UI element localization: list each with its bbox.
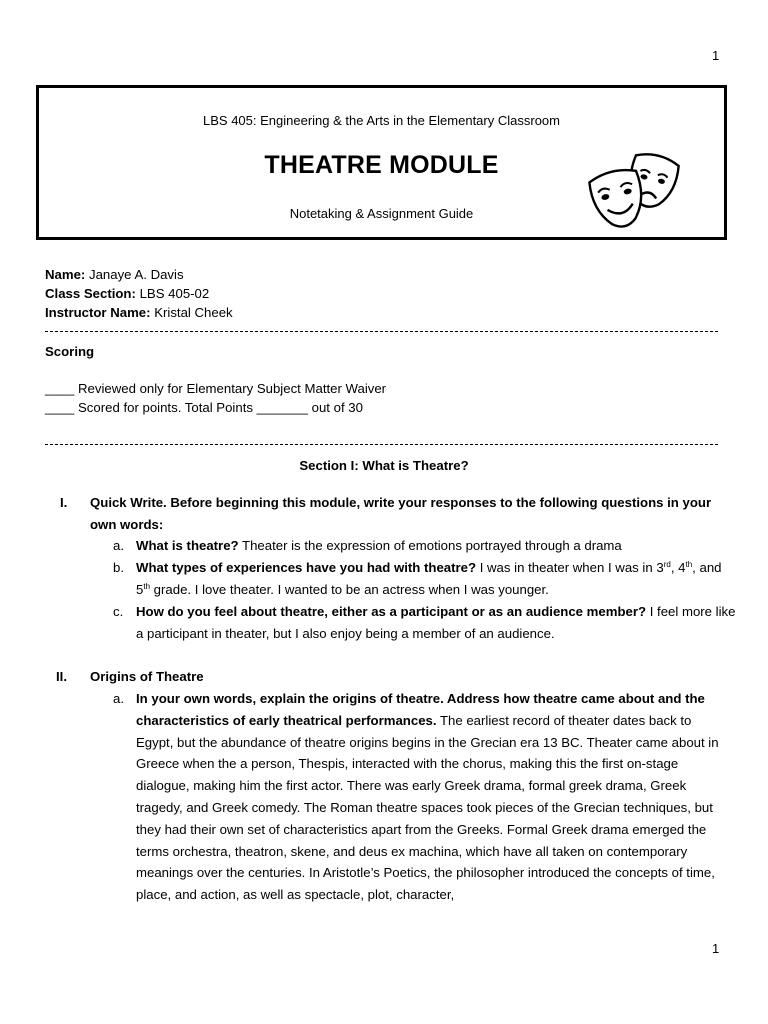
divider-bottom xyxy=(45,444,718,445)
name-value: Janaye A. Davis xyxy=(88,267,184,282)
class-section-line xyxy=(45,284,209,303)
item-ii-a-marker: a. xyxy=(113,691,124,706)
instructor-line xyxy=(45,303,233,322)
header-box xyxy=(36,85,727,240)
item-i-b-question: What types of experiences have you had with theatre? xyxy=(136,560,477,575)
item-i-a-answer: Theater is the expression of emotions portrayed through a drama xyxy=(238,538,622,553)
item-i-b-answer-4: grade. I love theater. I wanted to be an actress when I was younger. xyxy=(150,581,549,597)
item-i-b-sup-rd: rd xyxy=(663,560,671,569)
item-i-c xyxy=(136,601,736,645)
section-heading: Section I: What is Theatre? xyxy=(299,458,469,473)
item-i-b xyxy=(136,557,726,601)
item-i-a xyxy=(136,535,736,557)
item-i-b-answer: I was in theater when I was in 3 xyxy=(476,560,664,575)
item-ii-a-question: In your own words, explain the origins of theatre. Address how theatre came about and the characteristics of early theatrical performances. xyxy=(136,691,705,728)
item-i-b-answer-2: , 4 xyxy=(670,560,686,575)
class-section-label: Class Section: xyxy=(45,286,136,301)
item-i-c-question: How do you feel about theatre, either as a participant or as an audience member? xyxy=(136,604,647,619)
item-ii-a-answer: The earliest record of theater dates back to Egypt, but the abundance of theatre origins begins in the Grecian era 13 BC. Theater came about in Greece when the a person, Thespis, interacted with the chorus, making this the first on-stage dialogue, making him the first actor. There was early Greek drama, formal greek drama, Greek tragedy, and Greek comedy. The Roman theatre spaces took pieces of the Grecian techniques, but they had their own set of characteristics apart from the Greeks. Formal Greek drama emerged the terms orchestra, theatron, skene, and deus ex machina, which have all taken on contemporary meanings over the centuries. In Aristotle’s Poetics, the philosopher introduced the concepts of time, place, and action, as well as spectacle, plot, character, xyxy=(136,712,719,903)
item-ii-numeral: II. xyxy=(56,669,67,684)
item-i-b-marker: b. xyxy=(113,560,124,575)
instructor-label: Instructor Name: xyxy=(45,305,151,320)
item-ii-a xyxy=(136,688,726,906)
page-number-bottom: 1 xyxy=(712,941,720,956)
item-i-prompt: Quick Write. Before beginning this module, write your responses to the following questions in your own words: xyxy=(90,495,712,532)
item-i-a-question: What is theatre? xyxy=(136,538,239,553)
item-i-b-sup-th-2: th xyxy=(143,581,151,591)
class-section-value: LBS 405-02 xyxy=(139,286,210,301)
instructor-value: Kristal Cheek xyxy=(154,305,233,320)
item-i-c-answer: I feel more like a participant in theater, but I also enjoy being a member of an audience. xyxy=(136,604,736,641)
module-subtitle: Notetaking & Assignment Guide xyxy=(289,206,474,221)
scoring-option-review: ____ Reviewed only for Elementary Subject Matter Waiver xyxy=(45,381,387,396)
page-number-top: 1 xyxy=(712,48,720,63)
module-title: THEATRE MODULE xyxy=(264,151,499,179)
item-ii-heading: Origins of Theatre xyxy=(90,669,204,684)
item-i-b-sup-th-1: th xyxy=(685,560,693,569)
theatre-masks-icon xyxy=(588,152,680,234)
student-name-line xyxy=(45,265,184,284)
name-label: Name: xyxy=(45,267,86,282)
item-i-c-marker: c. xyxy=(113,604,124,619)
scoring-option-points: ____ Scored for points. Total Points _______ out of 30 xyxy=(45,400,363,415)
scoring-heading: Scoring xyxy=(45,344,95,359)
item-i-a-marker: a. xyxy=(113,538,124,553)
item-i-numeral: I. xyxy=(60,495,68,510)
divider-top xyxy=(45,331,718,332)
course-title: LBS 405: Engineering & the Arts in the Elementary Classroom xyxy=(203,113,560,128)
item-i-b-answer-3: , and 5 xyxy=(136,560,722,597)
